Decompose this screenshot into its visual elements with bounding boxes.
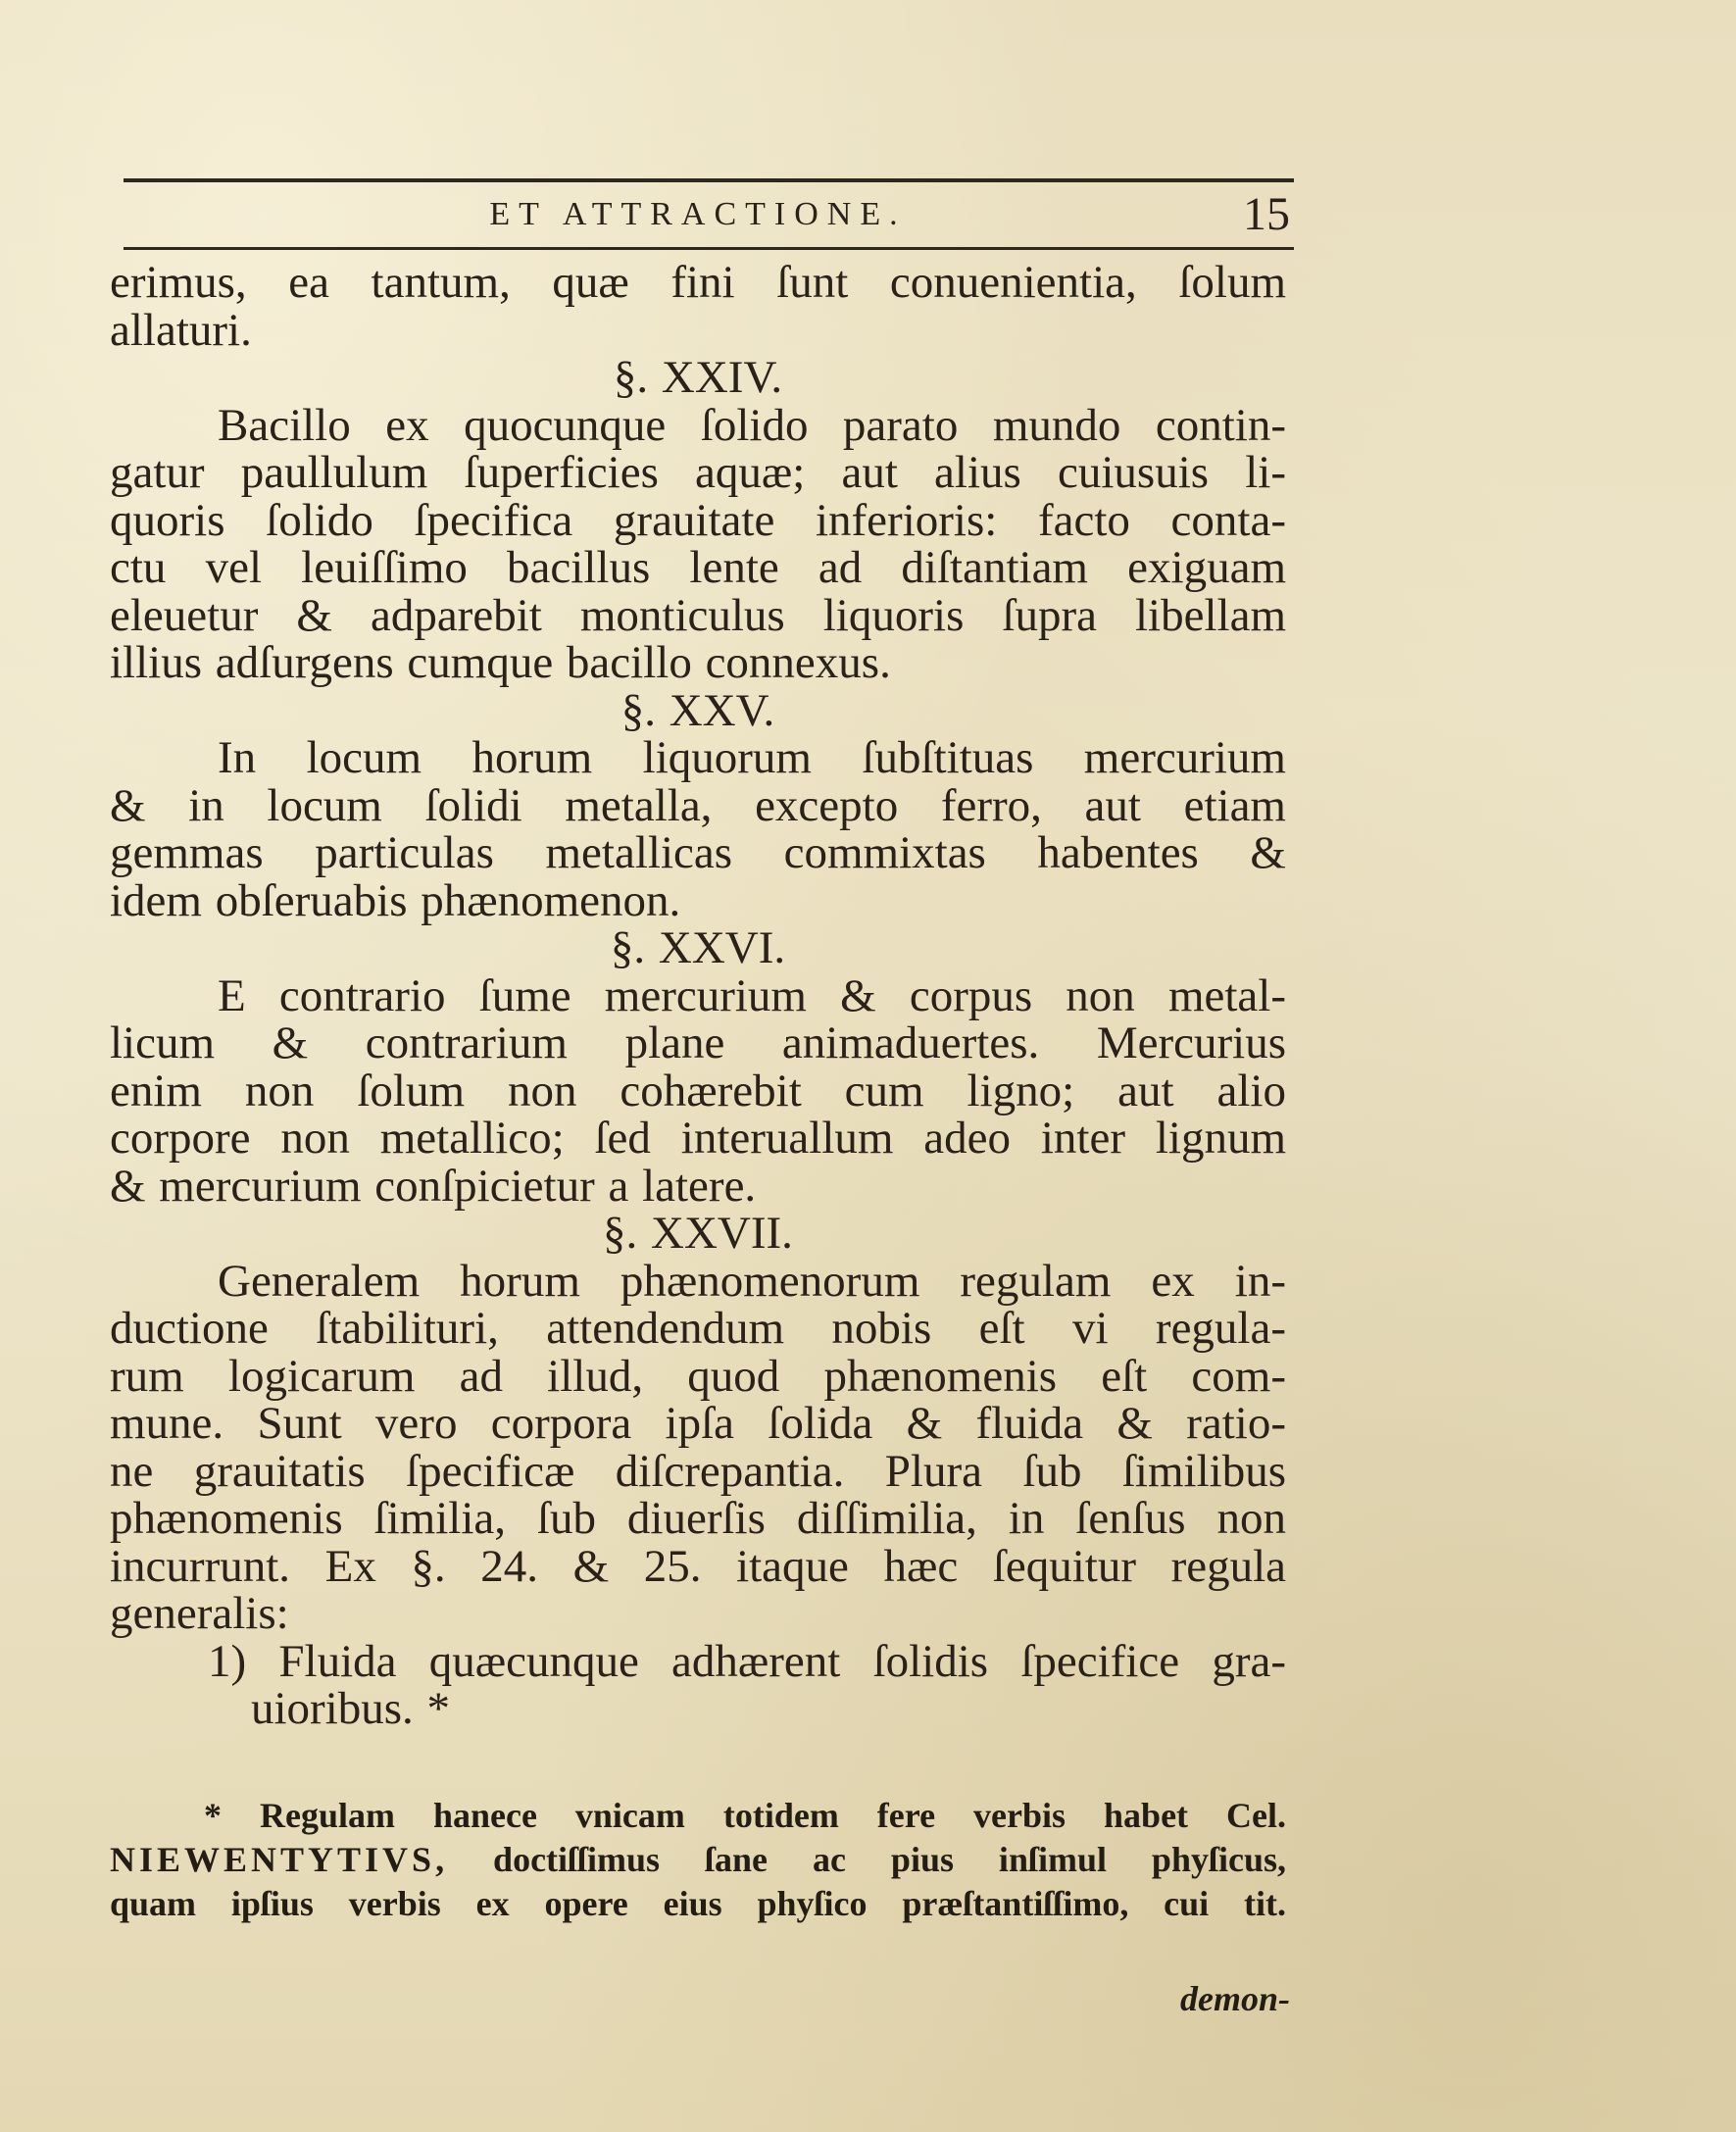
rule-item-1: 1) Fluida quæcunque adhærent ſolidis ſpecifice gra- bbox=[208, 1635, 1286, 1687]
footnote bbox=[110, 1794, 1286, 1926]
text-line: E contrario ſume mercurium & corpus non metal- bbox=[218, 969, 1286, 1021]
text-line: idem obſeruabis phænomenon. bbox=[110, 874, 681, 926]
header-rule-bottom bbox=[124, 247, 1294, 250]
text-line: ductione ſtabilituri, attendendum nobis eſt vi regula- bbox=[110, 1303, 1286, 1354]
text-line: ctu vel leuiſſimo bacillus lente ad diſtantiam exiguam bbox=[110, 542, 1286, 593]
text-line: & mercurium conſpicietur a latere. bbox=[110, 1160, 757, 1212]
text-line: rum logicarum ad illud, quod phænomenis eſt com- bbox=[110, 1350, 1286, 1402]
section-heading-25: §. XXV. bbox=[620, 684, 775, 736]
text-line: phænomenis ſimilia, ſub diuerſis diſſimilia, in ſenſus non bbox=[110, 1493, 1286, 1544]
text-line: In locum horum liquorum ſubſtituas mercurium bbox=[218, 732, 1286, 783]
text-line: eleuetur & adparebit monticulus liquoris ſupra libellam bbox=[110, 589, 1286, 641]
text-line: illius adſurgens cumque bacillo connexus. bbox=[110, 637, 891, 688]
text-line: corpore non metallico; ſed interuallum adeo inter lignum bbox=[110, 1113, 1286, 1164]
body-text bbox=[110, 259, 1286, 1733]
book-page bbox=[110, 174, 1294, 2037]
text-line: gatur paullulum ſuperficies aquæ; aut alius cuiusuis li- bbox=[110, 447, 1286, 498]
footnote-line bbox=[110, 1838, 1286, 1882]
text-line: erimus, ea tantum, quæ fini ſunt conuenientia, ſolum bbox=[110, 257, 1286, 308]
text-line: Generalem horum phænomenorum regulam ex in- bbox=[218, 1255, 1286, 1307]
running-title: ET ATTRACTIONE. bbox=[489, 196, 907, 232]
author-name: NIEWENTYTIVS, bbox=[110, 1840, 449, 1879]
text-line: allaturi. bbox=[110, 304, 252, 356]
text-line: ne grauitatis ſpecificæ diſcrepantia. Plura ſub ſimilibus bbox=[110, 1445, 1286, 1497]
text-line: & in locum ſolidi metalla, excepto ferro, aut etiam bbox=[110, 779, 1286, 831]
header-rule-top bbox=[124, 178, 1294, 182]
footnote-line: * Regulam hanece vnicam totidem fere verbis habet Cel. bbox=[204, 1796, 1286, 1835]
footnote-line: quam ipſius verbis ex opere eius phyſico præſtantiſſimo, cui tit. bbox=[110, 1884, 1286, 1923]
rule-item-1-continued: uioribus. * bbox=[251, 1683, 451, 1734]
text-line: licum & contrarium plane animaduertes. Mercurius bbox=[110, 1017, 1286, 1068]
catchword: demon- bbox=[1180, 1979, 1290, 2018]
section-heading-24: §. XXIV. bbox=[613, 352, 783, 403]
text-line: gemmas particulas metallicas commixtas habentes & bbox=[110, 827, 1286, 878]
text-line: incurrunt. Ex §. 24. & 25. itaque hæc ſequitur regula bbox=[110, 1540, 1286, 1592]
section-heading-27: §. XXVII. bbox=[603, 1208, 793, 1259]
section-heading-26: §. XXVI. bbox=[610, 922, 786, 973]
text-line: quoris ſolido ſpecifica grauitate inferioris: facto conta- bbox=[110, 494, 1286, 546]
text-line: Bacillo ex quocunque ſolido parato mundo contin- bbox=[218, 399, 1286, 451]
text-line: generalis: bbox=[110, 1588, 289, 1639]
text-line: mune. Sunt vero corpora ipſa ſolida & fluida & ratio- bbox=[110, 1398, 1286, 1449]
text-line: enim non ſolum non cohærebit cum ligno; aut alio bbox=[110, 1065, 1286, 1116]
footnote-text: doctiſſimus ſane ac pius inſimul phyſicus, bbox=[448, 1840, 1286, 1879]
page-number: 15 bbox=[1243, 188, 1290, 240]
